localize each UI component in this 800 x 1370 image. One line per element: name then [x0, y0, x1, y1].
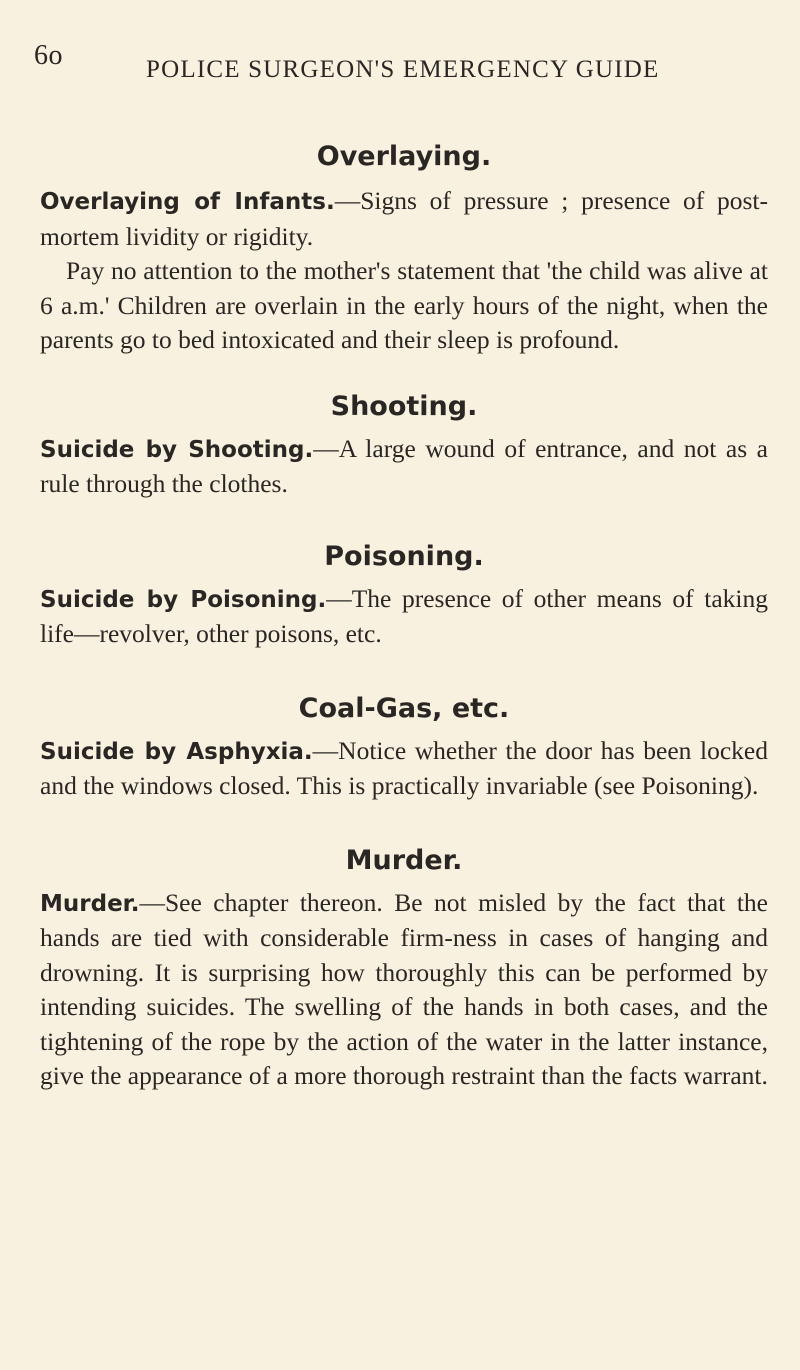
section-heading: Coal-Gas, etc.	[298, 692, 510, 724]
section-heading: Poisoning.	[324, 540, 484, 572]
paragraph	[40, 886, 768, 1094]
section-heading: Overlaying.	[316, 141, 492, 172]
section-heading: Shooting.	[330, 390, 478, 422]
page-body	[40, 108, 768, 1094]
paragraph-text: —Signs of pressure ; presence of post-mortem lividity or rigidity.	[40, 186, 768, 251]
paragraph-lead: Suicide by Shooting.	[40, 436, 314, 463]
paragraph-text: Pay no attention to the mother's statement that 'the child was alive at 6 a.m.' Children are overlain in the early hours of the night, when the parents go to bed intoxicated and their sleep is profound.	[40, 256, 768, 354]
paragraph-lead: Murder.	[40, 890, 140, 917]
paragraph-text: —See chapter thereon. Be not misled by the fact that the hands are tied with considerable firm-ness in cases of hanging and drowning. It is surprising how thoroughly this can be performed by intending suicides. The swelling of the hands in both cases, and the tightening of the rope by the action of the water in the latter instance, give the appearance of a more thorough restraint than the facts warrant.	[40, 887, 768, 1090]
section-overlaying	[40, 140, 768, 358]
section-shooting	[40, 390, 768, 502]
paragraph	[40, 432, 768, 502]
paragraph	[40, 582, 768, 652]
paragraph	[40, 254, 768, 358]
paragraph-lead: Suicide by Poisoning.	[40, 586, 327, 613]
running-head	[34, 40, 754, 90]
paragraph-lead: Overlaying of Infants.	[40, 189, 335, 215]
paragraph-text: —The presence of other means of taking life—revolver, other poisons, etc.	[40, 583, 768, 648]
paragraph	[40, 184, 768, 254]
section-heading: Murder.	[345, 844, 463, 876]
paragraph-text: —A large wound of entrance, and not as a rule through the clothes.	[40, 433, 769, 498]
paragraph	[40, 734, 768, 804]
page-number: 6o	[34, 40, 63, 71]
section-coal-gas	[40, 692, 768, 804]
paragraph-lead: Suicide by Asphyxia.	[40, 738, 313, 765]
running-title: POLICE SURGEON'S EMERGENCY GUIDE	[146, 56, 660, 83]
paragraph-text: —Notice whether the door has been locked and the windows closed. This is practically invariable (see Poisoning).	[40, 735, 768, 800]
section-poisoning	[40, 540, 768, 652]
section-murder	[40, 844, 768, 1094]
